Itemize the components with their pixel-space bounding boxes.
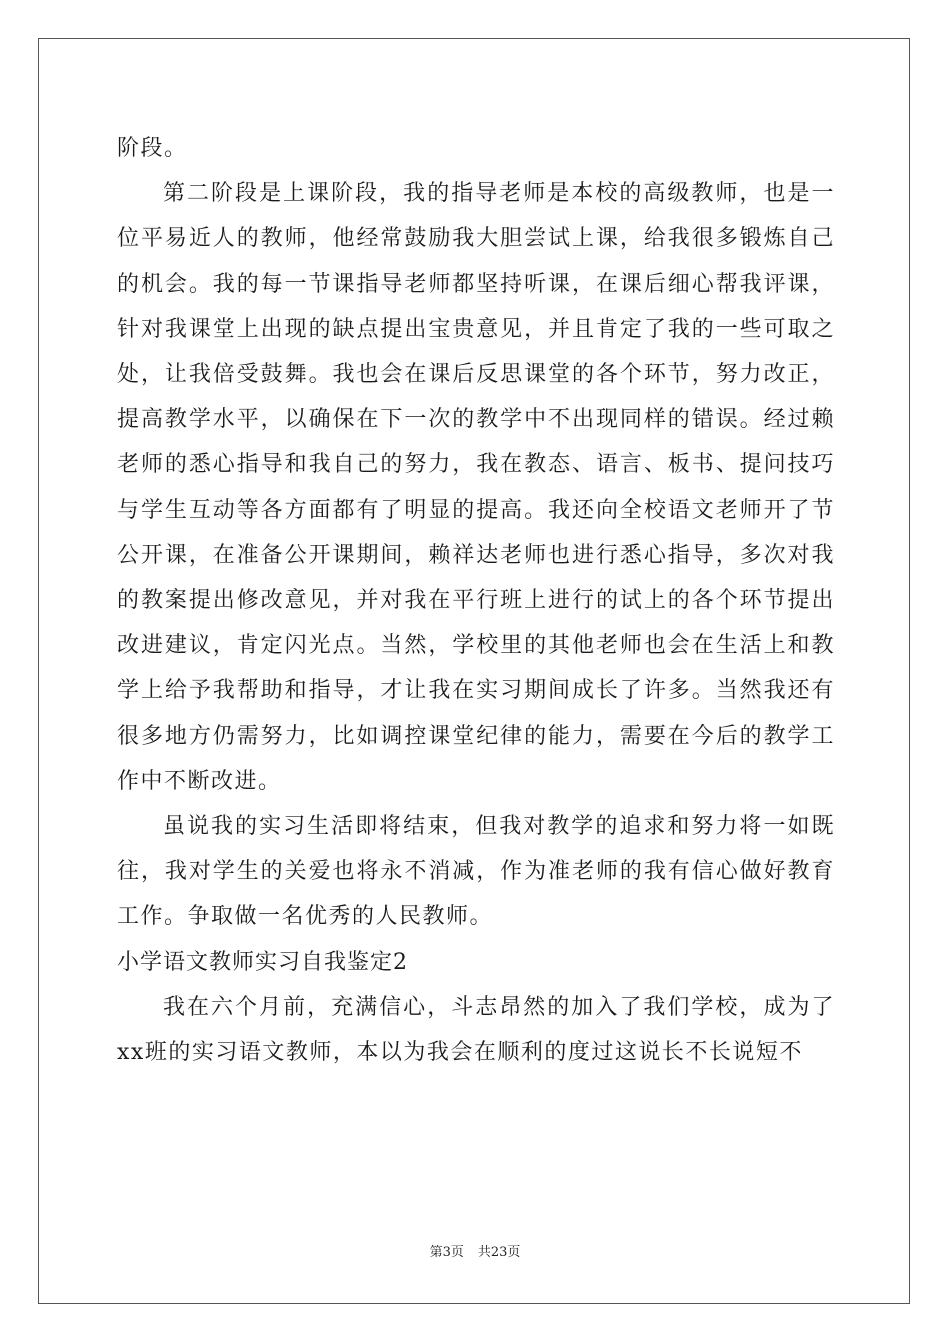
page-total: 共23页 (477, 1245, 521, 1260)
paragraph-conclusion: 虽说我的实习生活即将结束，但我对教学的追求和努力将一如既往，我对学生的关爱也将永不消减，作为准老师的我有信心做好教育工作。争取做一名优秀的人民教师。 (117, 814, 835, 930)
document-body (117, 126, 835, 1075)
paragraph-continuation: 阶段。 (117, 136, 188, 161)
page-footer (0, 1241, 950, 1260)
section-heading: 小学语文教师实习自我鉴定2 (117, 949, 408, 975)
paragraph-section-2-intro: 我在六个月前，充满信心，斗志昂然的加入了我们学校，成为了xx班的实习语文教师，本以为我会在顺利的度过这说长不长说短不 (117, 994, 835, 1066)
paragraph-second-stage: 第二阶段是上课阶段，我的指导老师是本校的高级教师，也是一位平易近人的教师，他经常鼓励我大胆尝试上课，给我很多锻炼自己的机会。我的每一节课指导老师都坚持听课，在课后细心帮我评课，针对我课堂上出现的缺点提出宝贵意见，并且肯定了我的一些可取之处，让我倍受鼓舞。我也会在课后反思课堂的各个环节，努力改正，提高教学水平，以确保在下一次的教学中不出现同样的错误。经过赖老师的悉心指导和我自己的努力，我在教态、语言、板书、提问技巧与学生互动等各方面都有了明显的提高。我还向全校语文老师开了节公开课，在准备公开课期间，赖祥达老师也进行悉心指导，多次对我的教案提出修改意见，并对我在平行班上进行的试上的各个环节提出改进建议，肯定闪光点。当然，学校里的其他老师也会在生活上和教学上给予我帮助和指导，才让我在实习期间成长了许多。当然我还有很多地方仍需努力，比如调控课堂纪律的能力，需要在今后的教学工作中不断改进。 (117, 181, 835, 794)
page-number: 第3页 (429, 1245, 464, 1260)
